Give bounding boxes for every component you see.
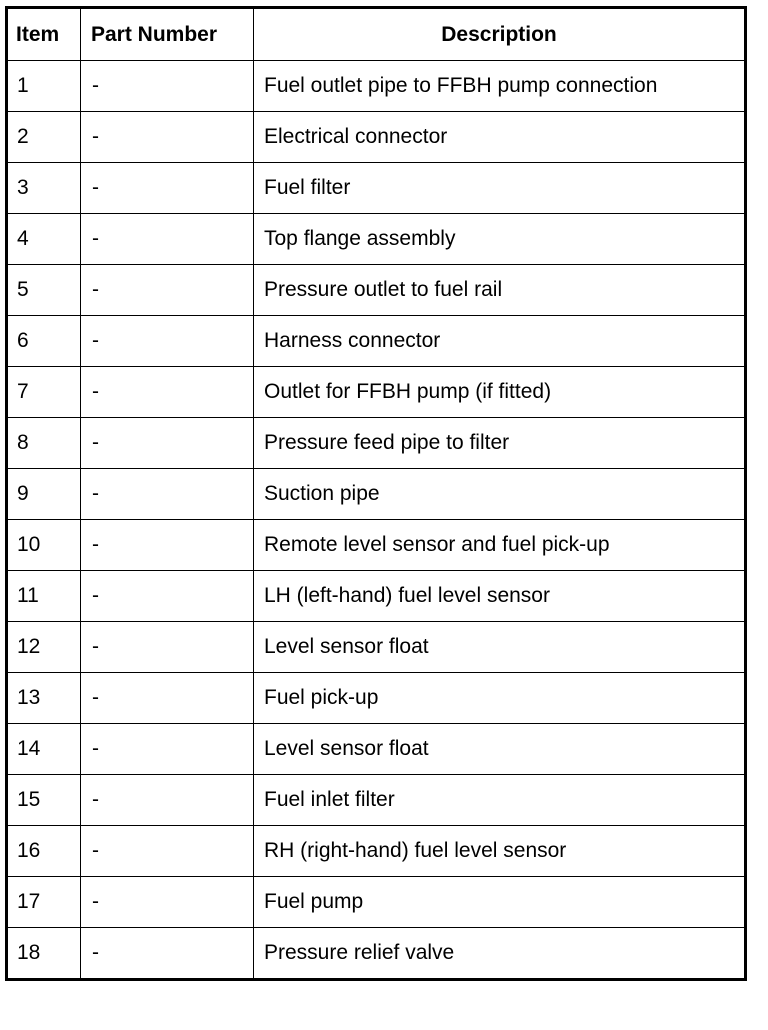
cell-part-number: - <box>81 928 254 980</box>
table-row <box>7 418 746 469</box>
table-row <box>7 775 746 826</box>
cell-part-number: - <box>81 469 254 520</box>
table-row <box>7 928 746 980</box>
cell-part-number: - <box>81 112 254 163</box>
table-row <box>7 367 746 418</box>
table-row <box>7 163 746 214</box>
cell-description: Top flange assembly <box>254 214 746 265</box>
table-row <box>7 673 746 724</box>
cell-item: 4 <box>7 214 81 265</box>
table-row <box>7 520 746 571</box>
cell-item: 17 <box>7 877 81 928</box>
parts-table <box>5 6 747 981</box>
table-body <box>7 61 746 980</box>
cell-part-number: - <box>81 775 254 826</box>
cell-item: 9 <box>7 469 81 520</box>
cell-item: 15 <box>7 775 81 826</box>
table-header <box>7 8 746 61</box>
table-row <box>7 622 746 673</box>
cell-description: Pressure feed pipe to filter <box>254 418 746 469</box>
table-row <box>7 571 746 622</box>
cell-description: Fuel outlet pipe to FFBH pump connection <box>254 61 746 112</box>
cell-description: Pressure outlet to fuel rail <box>254 265 746 316</box>
cell-item: 8 <box>7 418 81 469</box>
cell-part-number: - <box>81 265 254 316</box>
cell-item: 7 <box>7 367 81 418</box>
table-row <box>7 826 746 877</box>
header-row <box>7 8 746 61</box>
table-row <box>7 316 746 367</box>
cell-part-number: - <box>81 214 254 265</box>
cell-part-number: - <box>81 520 254 571</box>
table-row <box>7 265 746 316</box>
cell-part-number: - <box>81 163 254 214</box>
cell-part-number: - <box>81 316 254 367</box>
cell-part-number: - <box>81 877 254 928</box>
cell-description: Fuel pump <box>254 877 746 928</box>
table-row <box>7 112 746 163</box>
cell-item: 6 <box>7 316 81 367</box>
cell-item: 10 <box>7 520 81 571</box>
cell-description: Outlet for FFBH pump (if fitted) <box>254 367 746 418</box>
cell-item: 3 <box>7 163 81 214</box>
cell-description: LH (left-hand) fuel level sensor <box>254 571 746 622</box>
cell-item: 13 <box>7 673 81 724</box>
table-row <box>7 214 746 265</box>
cell-item: 18 <box>7 928 81 980</box>
cell-description: Fuel filter <box>254 163 746 214</box>
table-row <box>7 724 746 775</box>
cell-description: Remote level sensor and fuel pick-up <box>254 520 746 571</box>
cell-part-number: - <box>81 61 254 112</box>
cell-description: Suction pipe <box>254 469 746 520</box>
header-item: Item <box>7 8 81 61</box>
table-row <box>7 877 746 928</box>
table-row <box>7 469 746 520</box>
cell-item: 16 <box>7 826 81 877</box>
table-row <box>7 61 746 112</box>
cell-part-number: - <box>81 724 254 775</box>
cell-part-number: - <box>81 367 254 418</box>
cell-description: Level sensor float <box>254 622 746 673</box>
cell-description: Fuel pick-up <box>254 673 746 724</box>
cell-part-number: - <box>81 622 254 673</box>
cell-description: Level sensor float <box>254 724 746 775</box>
cell-item: 11 <box>7 571 81 622</box>
header-description: Description <box>254 8 746 61</box>
cell-part-number: - <box>81 571 254 622</box>
cell-part-number: - <box>81 418 254 469</box>
cell-description: Electrical connector <box>254 112 746 163</box>
cell-description: Pressure relief valve <box>254 928 746 980</box>
cell-item: 14 <box>7 724 81 775</box>
cell-item: 1 <box>7 61 81 112</box>
cell-part-number: - <box>81 826 254 877</box>
cell-part-number: - <box>81 673 254 724</box>
cell-description: Harness connector <box>254 316 746 367</box>
cell-item: 12 <box>7 622 81 673</box>
cell-item: 2 <box>7 112 81 163</box>
header-part-number: Part Number <box>81 8 254 61</box>
cell-item: 5 <box>7 265 81 316</box>
cell-description: RH (right-hand) fuel level sensor <box>254 826 746 877</box>
cell-description: Fuel inlet filter <box>254 775 746 826</box>
